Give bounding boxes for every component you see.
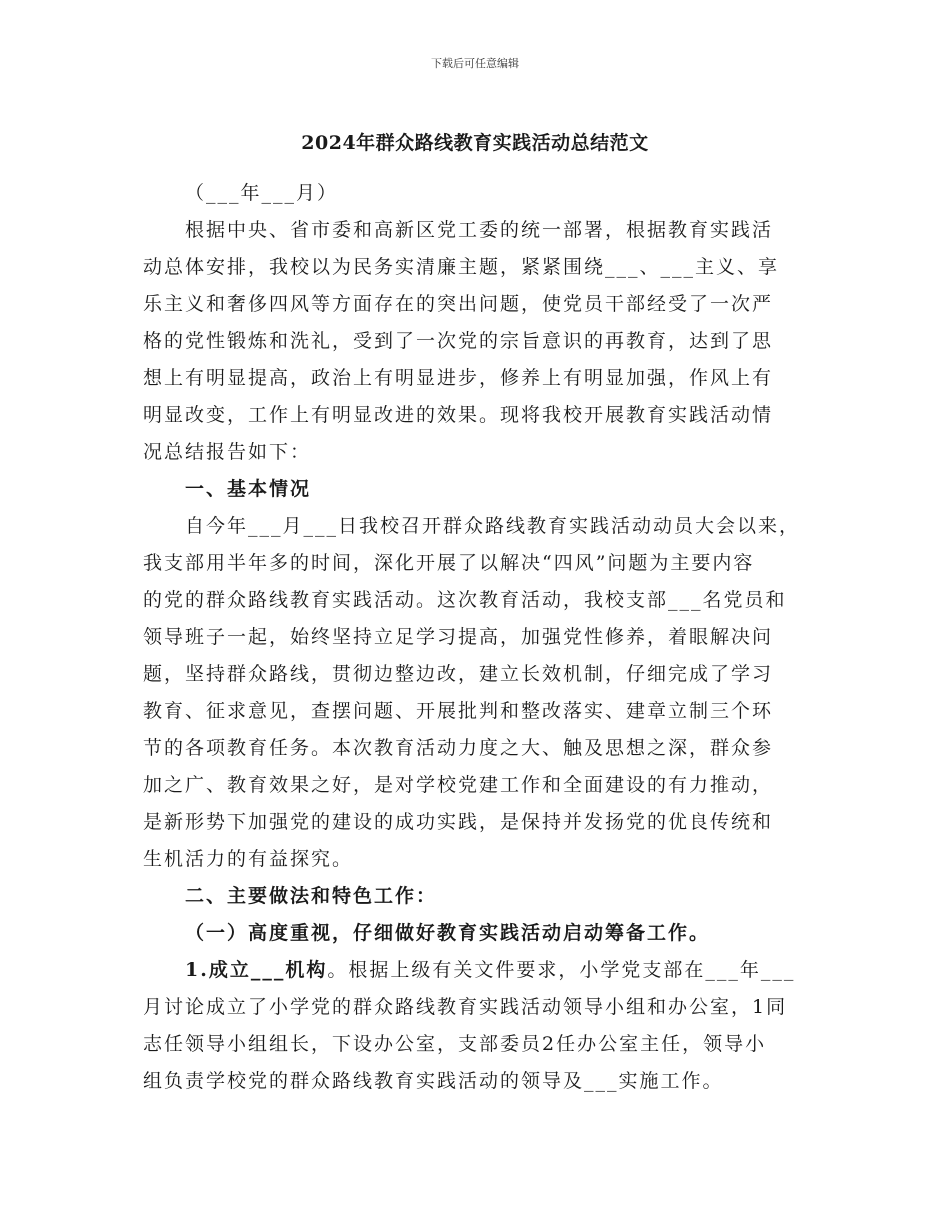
section1-line: 题，坚持群众路线，贯彻边整边改，建立长效机制，仔细完成了学习 xyxy=(143,663,774,685)
item1-line: 组负责学校党的群众路线教育实践活动的领导及___实施工作。 xyxy=(143,1070,724,1092)
section1-line: 自今年___月___日我校召开群众路线教育实践活动动员大会以来， xyxy=(185,515,801,537)
item1-rest: 。根据上级有关文件要求，小学党支部在___年___ xyxy=(327,959,796,981)
intro-line: 况总结报告如下： xyxy=(143,441,312,463)
item1-first-line xyxy=(143,952,818,989)
intro-line: 乐主义和奢侈四风等方面存在的突出问题，使党员干部经受了一次严 xyxy=(143,293,774,315)
header-note: 下载后可任意编辑 xyxy=(431,57,519,70)
intro-line: 根据中央、省市委和高新区党工委的统一部署，根据教育实践活 xyxy=(185,219,774,241)
section1-line: 生机活力的有益探究。 xyxy=(143,848,354,870)
intro-line: 明显改变，工作上有明显改进的效果。现将我校开展教育实践活动情 xyxy=(143,404,774,426)
section1-line: 的党的群众路线教育实践活动。这次教育活动，我校支部___名党员和 xyxy=(143,589,787,611)
section1-line: 教育、征求意见，查摆问题、开展批判和整改落实、建章立制三个环 xyxy=(143,700,774,722)
document-body xyxy=(143,175,818,1100)
section1-line: 加之广、教育效果之好，是对学校党建工作和全面建设的有力推动， xyxy=(143,774,774,796)
intro-line: 想上有明显提高，政治上有明显进步，修养上有明显加强，作风上有 xyxy=(143,367,774,389)
document-title: 2024年群众路线教育实践活动总结范文 xyxy=(301,132,649,154)
section1-line: 节的各项教育任务。本次教育活动力度之大、触及思想之深，群众参 xyxy=(143,737,774,759)
intro-line: 动总体安排，我校以为民务实清廉主题，紧紧围绕___、___主义、享 xyxy=(143,256,780,278)
section-heading-basic-situation: 一、基本情况 xyxy=(185,478,312,500)
subsection-heading: （一）高度重视，仔细做好教育实践活动启动筹备工作。 xyxy=(185,922,711,944)
item1-blank: ___ xyxy=(250,959,286,981)
item1-number: 1. xyxy=(185,959,209,981)
item1-bold-a: 成立 xyxy=(208,959,251,981)
date-line: （___年___月） xyxy=(185,182,339,204)
section-heading-main-practices: 二、主要做法和特色工作： xyxy=(185,885,438,907)
section1-line: 是新形势下加强党的建设的成功实践，是保持并发扬党的优良传统和 xyxy=(143,811,774,833)
section1-line: 领导班子一起，始终坚持立足学习提高，加强党性修养，着眼解决问 xyxy=(143,626,774,648)
section1-line: 我支部用半年多的时间，深化开展了以解决“四风”问题为主要内容 xyxy=(143,552,755,574)
item1-line: 志任领导小组组长，下设办公室，支部委员2任办公室主任，领导小 xyxy=(143,1033,767,1055)
item1-line: 月讨论成立了小学党的群众路线教育实践活动领导小组和办公室，1同 xyxy=(143,996,788,1018)
item1-bold-b: 机构 xyxy=(285,959,328,981)
intro-line: 格的党性锻炼和洗礼，受到了一次党的宗旨意识的再教育，达到了思 xyxy=(143,330,774,352)
